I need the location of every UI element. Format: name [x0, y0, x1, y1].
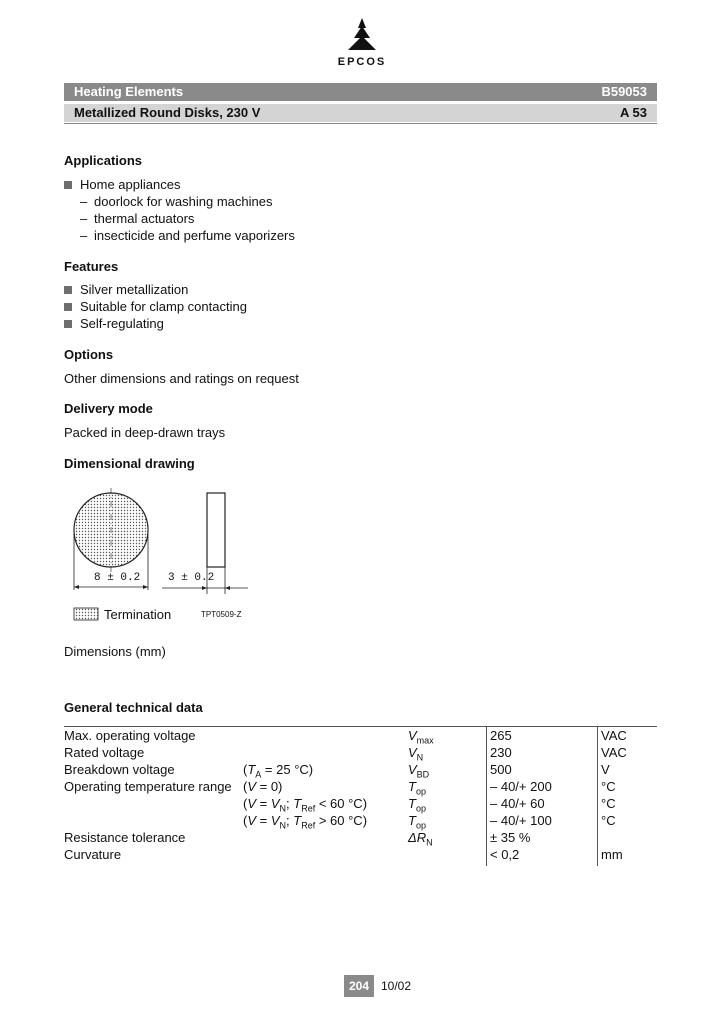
tech-condition: (V = 0) [243, 779, 283, 794]
header-category-bar [64, 83, 657, 101]
applications-bullet: Home appliances [80, 177, 181, 192]
page-number: 204 [344, 975, 374, 997]
header-product: Metallized Round Disks, 230 V [74, 105, 261, 120]
table-divider [597, 726, 598, 866]
dash-icon: – [80, 194, 88, 209]
features-item: Suitable for clamp contacting [80, 299, 247, 314]
features-title: Features [64, 259, 119, 274]
bullet-icon [64, 303, 72, 311]
tech-title: General technical data [64, 700, 203, 715]
tech-param: Rated voltage [64, 745, 145, 760]
tech-symbol: $T_{op}$ [408, 779, 426, 797]
dimensions-note: Dimensions (mm) [64, 644, 166, 659]
tech-condition: ($T_A = 25$ °C) [243, 762, 314, 780]
tech-symbol: $T_{op}$ [408, 796, 426, 814]
tech-value: – 40/+ 100 [490, 813, 552, 828]
features-item: Self-regulating [80, 316, 164, 331]
tech-value: 265 [490, 728, 512, 743]
tech-unit: °C [601, 813, 616, 828]
applications-title: Applications [64, 153, 143, 168]
table-top-rule [64, 726, 657, 727]
page-date: 10/02 [381, 979, 412, 993]
tech-value: – 40/+ 60 [490, 796, 545, 811]
tech-value: 500 [490, 762, 512, 777]
tech-unit: VAC [601, 728, 627, 743]
tech-param: Breakdown voltage [64, 762, 175, 777]
legend-termination: Termination [104, 607, 172, 622]
tech-param: Curvature [64, 847, 122, 862]
tech-value: – 40/+ 200 [490, 779, 552, 794]
bullet-icon [64, 181, 72, 189]
dim-diameter: 8 ± 0.2 [94, 572, 141, 584]
tech-condition: ($V = V_N$; $T_{Ref} > 60$ °C) [243, 813, 368, 831]
dash-icon: – [80, 228, 88, 243]
applications-item: thermal actuators [94, 211, 195, 226]
applications-item: insecticide and perfume vaporizers [94, 228, 295, 243]
tech-value: 230 [490, 745, 512, 760]
tech-symbol: $T_{op}$ [408, 813, 426, 831]
features-item: Silver metallization [80, 282, 189, 297]
epcos-logo [326, 16, 398, 72]
dash-icon: – [80, 211, 88, 226]
tech-symbol: $V_{max}$ [408, 728, 434, 746]
tech-unit: °C [601, 796, 616, 811]
dim-thickness: 3 ± 0.2 [168, 572, 215, 584]
tech-param: Resistance tolerance [64, 830, 186, 845]
tech-symbol: $V_{BD}$ [408, 762, 430, 780]
header-category: Heating Elements [74, 84, 184, 99]
table-divider [486, 726, 487, 866]
tech-unit: °C [601, 779, 616, 794]
tech-value: < 0,2 [490, 847, 520, 862]
bullet-icon [64, 286, 72, 294]
logo-text: EPCOS [337, 56, 387, 68]
tech-param: Operating temperature range [64, 779, 232, 794]
tech-unit: VAC [601, 745, 627, 760]
bullet-icon [64, 320, 72, 328]
tech-unit: mm [601, 847, 623, 862]
tech-condition: ($V = V_N$; $T_{Ref} < 60$ °C) [243, 796, 368, 814]
header-divider [64, 123, 657, 124]
drawing-title: Dimensional drawing [64, 456, 195, 471]
tech-symbol: $\Delta R_N$ [408, 830, 433, 848]
logo-icon [326, 16, 398, 56]
options-text: Other dimensions and ratings on request [64, 371, 299, 386]
header-series: A 53 [620, 105, 647, 120]
delivery-text: Packed in deep-drawn trays [64, 425, 226, 440]
header-product-bar [64, 104, 657, 122]
drawing-code: TPT0509-Z [201, 610, 242, 619]
delivery-title: Delivery mode [64, 401, 153, 416]
options-title: Options [64, 347, 114, 362]
header-part-number: B59053 [601, 84, 647, 99]
termination-swatch [74, 608, 98, 620]
tech-unit: V [601, 762, 610, 777]
applications-item: doorlock for washing machines [94, 194, 273, 209]
disk-side-view [207, 493, 225, 567]
tech-symbol: $V_N$ [408, 745, 424, 763]
tech-value: ± 35 % [490, 830, 531, 845]
tech-param: Max. operating voltage [64, 728, 196, 743]
